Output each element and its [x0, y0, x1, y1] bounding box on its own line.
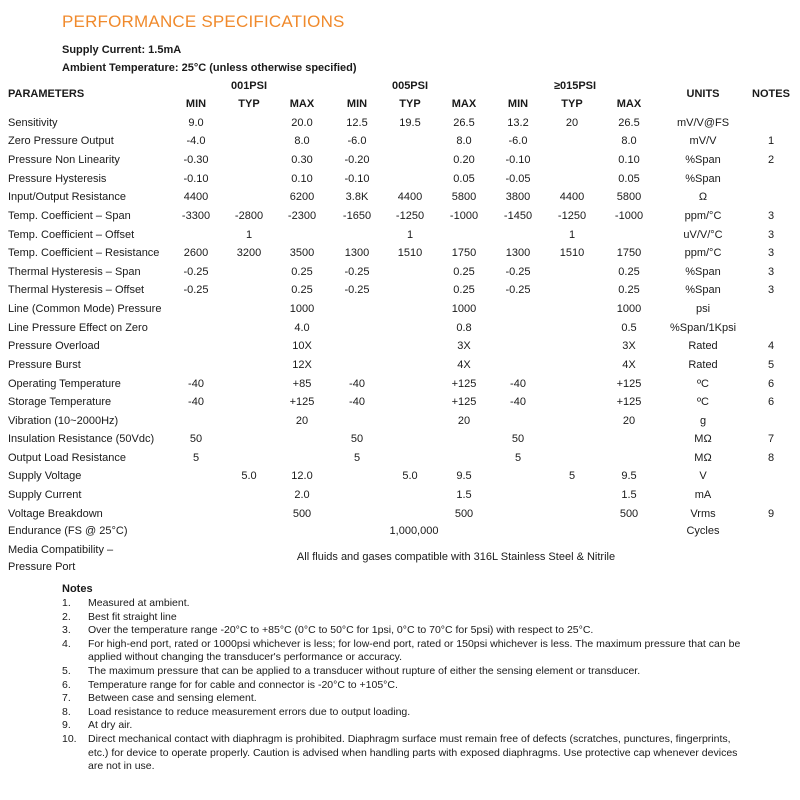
value-cell: -0.25 [183, 266, 209, 278]
value-cell: 500 [454, 508, 474, 520]
parameter-label: Thermal Hysteresis – Span [8, 266, 141, 278]
parameter-label: Temp. Coefficient – Offset [8, 229, 135, 241]
value-cell: 13.2 [507, 117, 529, 129]
table-row [0, 227, 800, 245]
parameter-label: Temp. Coefficient – Span [8, 210, 131, 222]
value-cell: +125 [451, 378, 477, 390]
value-cell: 500 [292, 508, 312, 520]
table-row [0, 357, 800, 375]
value-cell: 0.5 [621, 322, 637, 334]
group-header-001psi: 001PSI [230, 80, 268, 92]
note-text: At dry air. [88, 719, 133, 732]
value-cell: 6200 [289, 191, 315, 203]
value-cell: 5.0 [402, 470, 418, 482]
value-cell: 12.5 [346, 117, 368, 129]
value-cell: -0.25 [344, 284, 370, 296]
note-item [62, 611, 742, 625]
units-cell: V [699, 470, 707, 482]
value-cell: 5 [353, 452, 361, 464]
value-cell: 50 [189, 433, 203, 445]
col-header-min: MIN [507, 98, 529, 110]
value-cell: 9.5 [456, 470, 472, 482]
value-cell: -2300 [287, 210, 317, 222]
note-number: 4. [62, 637, 71, 650]
note-item [62, 679, 742, 693]
value-cell: -40 [510, 378, 526, 390]
units-cell: MΩ [694, 433, 712, 445]
ambient-temperature-condition: Ambient Temperature: 25°C (unless otherwise specified) [62, 62, 357, 74]
value-cell: 1300 [505, 247, 531, 259]
note-text: The maximum pressure that can be applied to a transducer without rupture of either the sensing element or transducer. [88, 664, 641, 677]
parameter-label: Insulation Resistance (50Vdc) [8, 433, 155, 445]
value-cell: -0.05 [505, 173, 531, 185]
units-cell: %Span/1Kpsi [669, 322, 737, 334]
value-cell: -6.0 [347, 135, 367, 147]
value-cell: 1.5 [456, 489, 472, 501]
value-cell: 50 [350, 433, 364, 445]
value-cell: 1 [245, 229, 253, 241]
note-ref-cell: 9 [767, 508, 775, 520]
value-cell: 20 [622, 415, 636, 427]
note-ref-cell: 3 [767, 247, 775, 259]
note-ref-cell: 7 [767, 433, 775, 445]
table-row [0, 376, 800, 394]
value-cell: -40 [188, 378, 204, 390]
note-ref-cell: 3 [767, 284, 775, 296]
value-cell: -1250 [557, 210, 587, 222]
value-cell: 4X [457, 359, 471, 371]
note-text: Load resistance to reduce measurement errors due to output loading. [88, 705, 411, 718]
note-number: 8. [62, 705, 71, 718]
col-header-typ: TYP [238, 98, 260, 110]
value-cell: 3500 [289, 247, 315, 259]
value-cell: -0.25 [505, 284, 531, 296]
col-header-typ: TYP [399, 98, 421, 110]
units-cell: %Span [685, 154, 721, 166]
value-cell: 0.10 [291, 173, 313, 185]
value-cell: 4400 [183, 191, 209, 203]
media-label-line1: Media Compatibility – [8, 544, 114, 556]
note-ref-cell: 1 [767, 135, 775, 147]
media-compatibility-value: All fluids and gases compatible with 316L Stainless Steel & Nitrile [296, 551, 616, 563]
table-row [0, 487, 800, 505]
parameter-label: Supply Current [8, 489, 82, 501]
note-item [62, 719, 742, 733]
value-cell: 0.25 [453, 284, 475, 296]
note-number: 10. [62, 732, 77, 745]
note-number: 6. [62, 678, 71, 691]
table-row [0, 115, 800, 133]
value-cell: -0.10 [505, 154, 531, 166]
value-cell: 12.0 [291, 470, 313, 482]
value-cell: 500 [619, 508, 639, 520]
value-cell: 1 [568, 229, 576, 241]
value-cell: -1450 [503, 210, 533, 222]
endurance-value: 1,000,000 [389, 525, 439, 537]
table-row [0, 245, 800, 263]
note-ref-cell: 2 [767, 154, 775, 166]
value-cell: 1.5 [621, 489, 637, 501]
note-ref-cell: 5 [767, 359, 775, 371]
parameter-label: Sensitivity [8, 117, 58, 129]
value-cell: -0.10 [183, 173, 209, 185]
units-cell: mV/V@FS [676, 117, 730, 129]
value-cell: 2600 [183, 247, 209, 259]
note-text: Measured at ambient. [88, 597, 190, 609]
units-cell: ºC [697, 378, 709, 390]
notes-title: Notes [62, 583, 93, 595]
note-text: For high-end port, rated or 1000psi whichever is less; for low-end port, rated or 150psi whichever is less. The maximum pressure that can be applied without changing the transducer's performance or accuracy. [88, 637, 741, 664]
value-cell: 8.0 [456, 135, 472, 147]
value-cell: 4400 [397, 191, 423, 203]
units-cell: uV/V/°C [683, 229, 723, 241]
parameter-label: Line Pressure Effect on Zero [8, 322, 148, 334]
page-title: PERFORMANCE SPECIFICATIONS [62, 12, 345, 31]
value-cell: 0.30 [291, 154, 313, 166]
value-cell: -3300 [181, 210, 211, 222]
media-label-line2: Pressure Port [8, 561, 76, 573]
value-cell: 50 [511, 433, 525, 445]
value-cell: -0.20 [344, 154, 370, 166]
units-header: UNITS [686, 88, 720, 100]
table-row [0, 506, 800, 524]
value-cell: 10X [292, 340, 312, 352]
parameters-header: PARAMETERS [8, 88, 85, 100]
value-cell: +125 [616, 378, 642, 390]
note-ref-cell: 3 [767, 210, 775, 222]
table-row [0, 320, 800, 338]
value-cell: -1000 [449, 210, 479, 222]
col-header-min: MIN [185, 98, 207, 110]
value-cell: 20 [565, 117, 579, 129]
col-header-max: MAX [289, 98, 315, 110]
parameter-label: Pressure Burst [8, 359, 81, 371]
parameter-label: Pressure Hysteresis [8, 173, 107, 185]
value-cell: 26.5 [618, 117, 640, 129]
parameter-label: Thermal Hysteresis – Offset [8, 284, 145, 296]
value-cell: 8.0 [621, 135, 637, 147]
value-cell: 9.5 [621, 470, 637, 482]
value-cell: -40 [349, 396, 365, 408]
note-item [62, 597, 742, 611]
value-cell: -40 [349, 378, 365, 390]
units-cell: g [699, 415, 707, 427]
value-cell: -1650 [342, 210, 372, 222]
table-row [0, 413, 800, 431]
value-cell: -40 [188, 396, 204, 408]
note-text: Direct mechanical contact with diaphragm is prohibited. Diaphragm surface must remain free of defects (scratches, punctures, fingerprints, etc.) for device to operate properly. Caution is advised when handling parts with exposed diaphragms. Use protective cap whenever devices are not in use. [88, 732, 738, 773]
value-cell: 1000 [616, 303, 642, 315]
table-row [0, 264, 800, 282]
table-row [0, 431, 800, 449]
table-row [0, 338, 800, 356]
value-cell: 0.05 [618, 173, 640, 185]
parameter-label: Supply Voltage [8, 470, 82, 482]
note-text: Over the temperature range -20°C to +85°C (0°C to 50°C for 1psi, 0°C to 70°C for 5psi) with respect to 25°C. [88, 624, 594, 637]
endurance-units: Cycles [686, 525, 720, 537]
value-cell: 0.25 [291, 284, 313, 296]
units-cell: ppm/°C [684, 210, 722, 222]
units-cell: mA [694, 489, 712, 501]
value-cell: 5800 [616, 191, 642, 203]
value-cell: 3X [457, 340, 471, 352]
group-header-015psi: ≥015PSI [553, 80, 597, 92]
value-cell: 0.25 [618, 266, 640, 278]
endurance-label: Endurance (FS @ 25°C) [8, 525, 128, 537]
value-cell: 0.25 [618, 284, 640, 296]
note-ref-cell: 3 [767, 266, 775, 278]
value-cell: 3800 [505, 191, 531, 203]
table-row [0, 450, 800, 468]
parameter-label: Output Load Resistance [8, 452, 127, 464]
value-cell: 19.5 [399, 117, 421, 129]
value-cell: 1 [406, 229, 414, 241]
units-cell: %Span [685, 284, 721, 296]
units-cell: ºC [697, 396, 709, 408]
value-cell: 1510 [397, 247, 423, 259]
table-row [0, 468, 800, 486]
value-cell: 5 [514, 452, 522, 464]
value-cell: 1750 [451, 247, 477, 259]
value-cell: 3200 [236, 247, 262, 259]
value-cell: 12X [292, 359, 312, 371]
units-cell: MΩ [694, 452, 712, 464]
note-number: 7. [62, 692, 71, 705]
value-cell: 20 [295, 415, 309, 427]
units-cell: Rated [688, 340, 718, 352]
table-row [0, 301, 800, 319]
value-cell: -6.0 [508, 135, 528, 147]
parameter-label: Pressure Non Linearity [8, 154, 120, 166]
note-text: Between case and sensing element. [88, 692, 257, 705]
notes-header: NOTES [752, 88, 790, 100]
value-cell: 4400 [559, 191, 585, 203]
supply-current-condition: Supply Current: 1.5mA [62, 44, 182, 56]
value-cell: -40 [510, 396, 526, 408]
parameter-label: Temp. Coefficient – Resistance [8, 247, 160, 259]
parameter-label: Vibration (10~2000Hz) [8, 415, 119, 427]
notes-list [62, 597, 742, 774]
parameter-label: Pressure Overload [8, 340, 100, 352]
note-number: 2. [62, 610, 71, 623]
value-cell: -4.0 [186, 135, 206, 147]
units-cell: Rated [688, 359, 718, 371]
media-compatibility-label [8, 542, 158, 576]
table-row [0, 152, 800, 170]
units-cell: mV/V [689, 135, 717, 147]
group-header-005psi: 005PSI [391, 80, 429, 92]
value-cell: 4.0 [294, 322, 310, 334]
note-ref-cell: 4 [767, 340, 775, 352]
note-item [62, 706, 742, 720]
note-item [62, 638, 742, 665]
value-cell: +125 [289, 396, 315, 408]
value-cell: 3.8K [345, 191, 369, 203]
col-header-max: MAX [451, 98, 477, 110]
parameter-label: Zero Pressure Output [8, 135, 114, 147]
value-cell: -2800 [234, 210, 264, 222]
value-cell: -0.30 [183, 154, 209, 166]
value-cell: 20 [457, 415, 471, 427]
value-cell: -0.25 [344, 266, 370, 278]
value-cell: 1300 [344, 247, 370, 259]
table-row [0, 208, 800, 226]
note-item [62, 692, 742, 706]
value-cell: 3X [622, 340, 636, 352]
value-cell: 0.25 [291, 266, 313, 278]
value-cell: -0.10 [344, 173, 370, 185]
note-number: 9. [62, 719, 71, 732]
col-header-max: MAX [616, 98, 642, 110]
table-row [0, 394, 800, 412]
note-item [62, 733, 742, 774]
col-header-typ: TYP [561, 98, 583, 110]
value-cell: 0.20 [453, 154, 475, 166]
col-header-min: MIN [346, 98, 368, 110]
value-cell: 4X [622, 359, 636, 371]
value-cell: 0.10 [618, 154, 640, 166]
value-cell: +125 [451, 396, 477, 408]
value-cell: 26.5 [453, 117, 475, 129]
units-cell: %Span [685, 173, 721, 185]
parameter-label: Storage Temperature [8, 396, 112, 408]
units-cell: psi [695, 303, 711, 315]
value-cell: 20.0 [291, 117, 313, 129]
value-cell: 0.8 [456, 322, 472, 334]
value-cell: 9.0 [188, 117, 204, 129]
note-number: 3. [62, 624, 71, 637]
units-cell: Vrms [690, 508, 716, 520]
units-cell: Ω [698, 191, 708, 203]
value-cell: 1000 [451, 303, 477, 315]
value-cell: -0.25 [505, 266, 531, 278]
value-cell: 5 [192, 452, 200, 464]
parameter-label: Voltage Breakdown [8, 508, 103, 520]
value-cell: +85 [292, 378, 312, 390]
note-text: Best fit straight line [88, 610, 177, 623]
note-item [62, 665, 742, 679]
note-ref-cell: 8 [767, 452, 775, 464]
value-cell: 1510 [559, 247, 585, 259]
note-text: Temperature range for for cable and connector is -20°C to +105°C. [88, 678, 398, 691]
parameter-label: Input/Output Resistance [8, 191, 127, 203]
value-cell: 0.05 [453, 173, 475, 185]
note-number: 5. [62, 664, 71, 677]
note-number: 1. [62, 597, 71, 609]
parameter-label: Line (Common Mode) Pressure [8, 303, 162, 315]
value-cell: -0.25 [183, 284, 209, 296]
value-cell: -1250 [395, 210, 425, 222]
value-cell: 1000 [289, 303, 315, 315]
table-row [0, 282, 800, 300]
note-ref-cell: 3 [767, 229, 775, 241]
value-cell: +125 [616, 396, 642, 408]
value-cell: 5.0 [241, 470, 257, 482]
value-cell: -1000 [614, 210, 644, 222]
value-cell: 0.25 [453, 266, 475, 278]
value-cell: 8.0 [294, 135, 310, 147]
table-row [0, 133, 800, 151]
parameter-label: Operating Temperature [8, 378, 121, 390]
value-cell: 2.0 [294, 489, 310, 501]
units-cell: %Span [685, 266, 721, 278]
note-ref-cell: 6 [767, 396, 775, 408]
table-row [0, 189, 800, 207]
value-cell: 5 [568, 470, 576, 482]
value-cell: 5800 [451, 191, 477, 203]
note-item [62, 624, 742, 638]
note-ref-cell: 6 [767, 378, 775, 390]
value-cell: 1750 [616, 247, 642, 259]
units-cell: ppm/°C [684, 247, 722, 259]
table-row [0, 171, 800, 189]
